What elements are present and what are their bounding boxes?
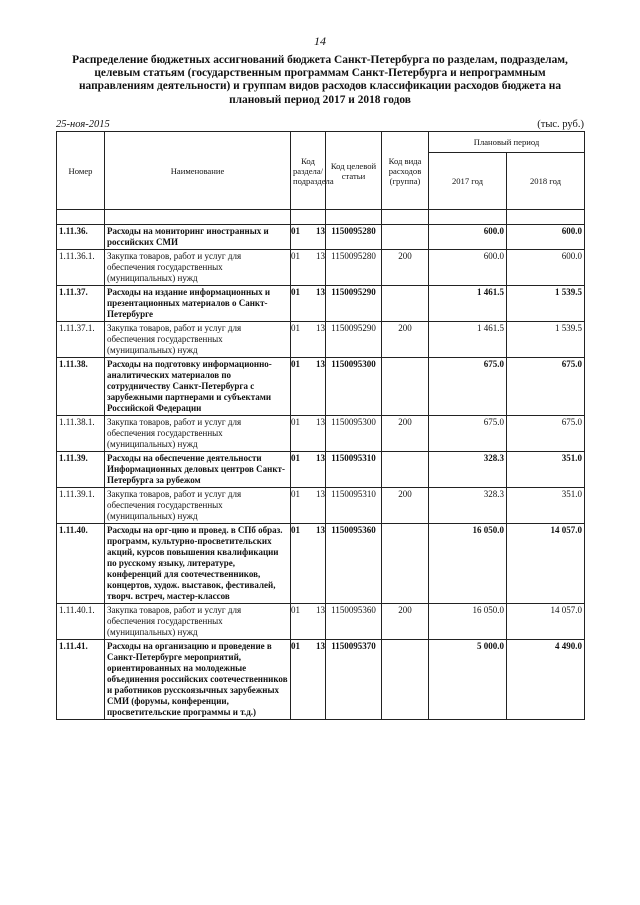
- row-name: Расходы на мониторинг иностранных и российских СМИ: [105, 225, 291, 250]
- row-expense-type: 200: [382, 250, 429, 286]
- row-section-code: [291, 452, 326, 488]
- row-expense-type: 200: [382, 488, 429, 524]
- row-name: Расходы на организацию и проведение в Санкт-Петербурге мероприятий, ориентированных на молодежные объединения российских соотечественников и работников русскоязычных зарубежных СМИ (форумы, конференции, просветительские программы и т.д.): [105, 640, 291, 720]
- table-row: [57, 452, 585, 488]
- row-amount-2017: 16 050.0: [429, 524, 507, 604]
- row-section-code: [291, 286, 326, 322]
- row-number: 1.11.36.: [57, 225, 105, 250]
- row-section-code: [291, 640, 326, 720]
- table-row: [57, 488, 585, 524]
- row-target-code: 1150095300: [326, 416, 382, 452]
- row-number: 1.11.40.: [57, 524, 105, 604]
- row-number: 1.11.40.1.: [57, 604, 105, 640]
- budget-table: [56, 131, 585, 720]
- header-number: Номер: [57, 132, 105, 210]
- row-section: 01: [291, 525, 300, 535]
- row-expense-type: [382, 452, 429, 488]
- row-amount-2018: 600.0: [507, 250, 585, 286]
- row-amount-2018: 675.0: [507, 358, 585, 416]
- row-section: 01: [291, 287, 300, 297]
- units-label: (тыс. руб.): [537, 119, 584, 130]
- row-amount-2018: 351.0: [507, 488, 585, 524]
- row-target-code: 1150095360: [326, 604, 382, 640]
- row-name: Расходы на обеспечение деятельности Информационных деловых центров Санкт-Петербурга за рубежом: [105, 452, 291, 488]
- row-subsection: 13: [316, 359, 325, 369]
- row-number: 1.11.41.: [57, 640, 105, 720]
- row-section-code: [291, 604, 326, 640]
- header-name: Наименование: [105, 132, 291, 210]
- row-amount-2017: 600.0: [429, 250, 507, 286]
- row-section: 01: [291, 323, 300, 333]
- page-number: 14: [314, 34, 326, 48]
- row-amount-2018: 14 057.0: [507, 524, 585, 604]
- row-subsection: 13: [316, 489, 325, 499]
- row-expense-type: 200: [382, 604, 429, 640]
- table-row: [57, 225, 585, 250]
- row-expense-type: [382, 524, 429, 604]
- table-row: [57, 524, 585, 604]
- table-row: [57, 358, 585, 416]
- header-year-2018: 2018 год: [507, 153, 585, 210]
- row-amount-2017: 600.0: [429, 225, 507, 250]
- row-amount-2017: 1 461.5: [429, 286, 507, 322]
- row-section-code: [291, 250, 326, 286]
- table-row: [57, 416, 585, 452]
- row-section-code: [291, 524, 326, 604]
- row-amount-2017: 328.3: [429, 452, 507, 488]
- row-subsection: 13: [316, 641, 325, 651]
- row-target-code: 1150095280: [326, 225, 382, 250]
- table-row: [57, 604, 585, 640]
- row-name: Расходы на подготовку информационно-аналитических материалов по сотрудничеству Санкт-Петербурга с зарубежными партнерами и субъектами Российской Федерации: [105, 358, 291, 416]
- row-amount-2018: 351.0: [507, 452, 585, 488]
- row-section: 01: [291, 453, 300, 463]
- row-amount-2017: 5 000.0: [429, 640, 507, 720]
- row-section: 01: [291, 489, 300, 499]
- row-name: Расходы на орг-цию и провед. в СПб образ. программ, культурно-просветительских акций, курсов повышения квалификации по русскому языку, литературе, конференций для соотечественников, концертов, худож. выставок, фестивалей, творч. встреч, мастер-классов: [105, 524, 291, 604]
- row-number: 1.11.39.: [57, 452, 105, 488]
- row-subsection: 13: [316, 417, 325, 427]
- row-target-code: 1150095280: [326, 250, 382, 286]
- row-target-code: 1150095310: [326, 452, 382, 488]
- row-number: 1.11.36.1.: [57, 250, 105, 286]
- row-subsection: 13: [316, 605, 325, 615]
- row-subsection: 13: [316, 525, 325, 535]
- table-body: [57, 225, 585, 720]
- header-target-code: Код целевой статьи: [326, 132, 382, 210]
- row-amount-2018: 675.0: [507, 416, 585, 452]
- row-name: Закупка товаров, работ и услуг для обеспечения государственных (муниципальных) нужд: [105, 604, 291, 640]
- row-number: 1.11.37.: [57, 286, 105, 322]
- row-number: 1.11.37.1.: [57, 322, 105, 358]
- row-name: Закупка товаров, работ и услуг для обеспечения государственных (муниципальных) нужд: [105, 250, 291, 286]
- row-subsection: 13: [316, 226, 325, 236]
- row-expense-type: [382, 225, 429, 250]
- row-target-code: 1150095300: [326, 358, 382, 416]
- row-section: 01: [291, 251, 300, 261]
- row-section: 01: [291, 417, 300, 427]
- row-target-code: 1150095310: [326, 488, 382, 524]
- row-name: Расходы на издание информационных и презентационных материалов о Санкт-Петербурге: [105, 286, 291, 322]
- row-number: 1.11.38.1.: [57, 416, 105, 452]
- header-expense-type-code: Код вида расходов (группа): [382, 132, 429, 210]
- table-row: [57, 322, 585, 358]
- row-number: 1.11.38.: [57, 358, 105, 416]
- row-section-code: [291, 225, 326, 250]
- row-name: Закупка товаров, работ и услуг для обеспечения государственных (муниципальных) нужд: [105, 416, 291, 452]
- row-section: 01: [291, 226, 300, 236]
- row-amount-2018: 14 057.0: [507, 604, 585, 640]
- document-date: 25-ноя-2015: [56, 119, 110, 130]
- row-subsection: 13: [316, 287, 325, 297]
- row-expense-type: 200: [382, 416, 429, 452]
- document-title: Распределение бюджетных ассигнований бюджета Санкт-Петербурга по разделам, подразделам, целевым статьям (государственным программам Санкт-Петербурга и непрограммным направлениям деятельности) и группам видов расходов классификации расходов бюджета на плановый период 2017 и 2018 годов: [72, 54, 568, 106]
- row-amount-2017: 328.3: [429, 488, 507, 524]
- row-section: 01: [291, 605, 300, 615]
- header-section-code: Код раздела/подраздела: [291, 132, 326, 210]
- row-amount-2017: 675.0: [429, 358, 507, 416]
- row-amount-2018: 1 539.5: [507, 286, 585, 322]
- row-amount-2017: 1 461.5: [429, 322, 507, 358]
- row-name: Закупка товаров, работ и услуг для обеспечения государственных (муниципальных) нужд: [105, 322, 291, 358]
- row-subsection: 13: [316, 323, 325, 333]
- table-row: [57, 640, 585, 720]
- row-amount-2017: 16 050.0: [429, 604, 507, 640]
- row-amount-2018: 1 539.5: [507, 322, 585, 358]
- row-amount-2018: 600.0: [507, 225, 585, 250]
- row-expense-type: [382, 358, 429, 416]
- row-section: 01: [291, 641, 300, 651]
- row-target-code: 1150095360: [326, 524, 382, 604]
- row-subsection: 13: [316, 251, 325, 261]
- row-expense-type: [382, 640, 429, 720]
- header-year-2017: 2017 год: [429, 153, 507, 210]
- row-name: Закупка товаров, работ и услуг для обеспечения государственных (муниципальных) нужд: [105, 488, 291, 524]
- row-amount-2018: 4 490.0: [507, 640, 585, 720]
- row-section-code: [291, 488, 326, 524]
- row-amount-2017: 675.0: [429, 416, 507, 452]
- row-section-code: [291, 358, 326, 416]
- row-target-code: 1150095370: [326, 640, 382, 720]
- column-number-row: [57, 210, 585, 225]
- row-section: 01: [291, 359, 300, 369]
- row-subsection: 13: [316, 453, 325, 463]
- header-planned-period: Плановый период: [429, 132, 585, 153]
- row-number: 1.11.39.1.: [57, 488, 105, 524]
- table-row: [57, 286, 585, 322]
- row-target-code: 1150095290: [326, 286, 382, 322]
- row-expense-type: [382, 286, 429, 322]
- row-expense-type: 200: [382, 322, 429, 358]
- table-row: [57, 250, 585, 286]
- row-section-code: [291, 322, 326, 358]
- row-target-code: 1150095290: [326, 322, 382, 358]
- row-section-code: [291, 416, 326, 452]
